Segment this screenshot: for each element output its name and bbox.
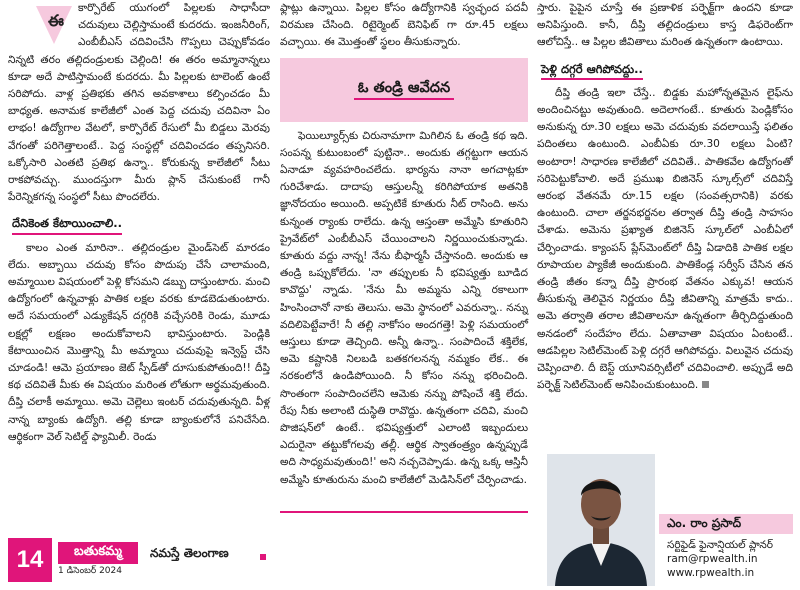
author-email: ram@rpwealth.in <box>667 553 758 565</box>
intro-paragraph: కార్పొరేట్ యుగంలో పిల్లలకు సాధాసీదా చదువులు చెల్లిస్తామంటే కుదరదు. ఇంజనీరింగ్, ఎంబీబీఎస్ చదివించేసి గొప్పలు చెప్పుకోవడం నిన్నటి తరం తల్లిదండ్రులకు చెల్లింది! ఈ తరం అమ్మానాన్నలు కూడా అదే పాటిస్తామంటే కుదరదు. మీ పిల్లలకు టాలెంట్ ఉంటే సరిపోదు. వాళ్ల ప్రతిభకు తగిన అవకాశాలు కల్పించడం మీ బాధ్యత. అనామక కాలేజీలో ఎంత పెద్ద చదువు చదివినా ఏం లాభం! ఉద్యోగాల వేటలో, కార్పొరేట్ రేసులో మీ బిడ్డలు మెరవు వేగంతో పరిగెత్తాలంటే.. పెద్ద సంస్థల్లో చదివించడం తప్పనిసరి. ఒక్కోసారి ఎంతటి ప్రతిభ ఉన్నా.. కోరుకున్న కాలేజీలో సీటు రాకపోవచ్చు. ముందస్తుగా మీరు ప్లాన్ చేసుకుంటే గానీ పేరెన్నికగన్న సంస్థలో సీటు పొందలేరు. <box>8 2 270 204</box>
sidebar-box-title: ఓ తండ్రి ఆవేదన <box>354 80 454 100</box>
marriage-paragraph <box>537 85 793 410</box>
article-column-3 <box>537 0 793 410</box>
end-mark <box>702 381 709 388</box>
author-portrait-icon <box>547 454 655 586</box>
author-info <box>667 538 797 580</box>
author-website: www.rpwealth.in <box>667 567 755 579</box>
section-heading-allocation: దేనికెంత కేటాయించాలి.. <box>12 215 122 232</box>
article-column-1 <box>8 0 270 446</box>
author-photo <box>547 454 655 586</box>
article-column-2 <box>280 0 528 513</box>
sidebar-box-header <box>280 58 528 122</box>
sidebar-box-text: ఫెయిల్యూర్స్‌కు చిరునామాగా మిగిలిన ఓ తండ్రి కథ ఇది. సంపన్న కుటుంబంలో పుట్టినా.. అందుకు తగ్గట్టుగా ఆయన ఏనాడూ వ్యవహరించలేదు. భార్యను నానా అగచాట్లకూ గురిచేశాడు. దాదాపు ఆస్తులన్నీ కరిగిపోయాక అతనికి జ్ఞానోదయం అయింది. అప్పటికే కూతురు నీట్ రాసింది. అను కున్నంత ర్యాంకు రాలేదు. ఉన్న ఆస్తంతా అమ్మేసి కూతురిని ప్రైవేట్‌లో ఎంబీబీఎస్ చేయించాలని నిర్ణయించుకున్నాడు. కూతురు వద్దు నాన్న! నేను బీఫార్మసీ చేస్తానంది. అందుకు ఆ తండ్రి ఒప్పుకోలేదు. 'నా తప్పులకు నీ భవిష్యత్తు బూడిద కావొద్దు' న్నాడు. 'నేను మీ అమ్మను ఎన్ని రకాలుగా హింసించానో నాకు తెలుసు. అమె స్థానంలో ఎవరున్నా.. నన్ను వదిలిపెట్టేవారే! నీ తల్లి నాకోసం అందగత్తె! పెళ్లి సమయంలో ఆస్తులు కూడా తెచ్చింది. అన్నీ ఉన్నా.. సంపాదించే శక్తిలేక, అమె కష్టానికి నిలబడి బతకగలనన్న నమ్మకం లేక.. ఈ నరకంలోనే ఉండిపోయింది. నీ కోసం నన్ను భరించింది. సొంతంగా సంపాదించలేని ఆమెకు నన్ను పోషించే శక్తి లేదు. రేపు నీకు అలాంటి దుస్థితి రావొద్దు. ఉన్నతంగా చదివి, మంచి పొజిషన్‌లో ఉంటే.. భవిష్యత్తులో ఎలాంటి ఇబ్బందులు ఎదురైనా తట్టుకోగలవు తల్లీ. ఆర్థిక స్వాతంత్ర్యం ఉన్నప్పుడే అది సాధ్యమవుతుంది!' అని నచ్చచెప్పాడు. ఉన్న ఒక్క ఆస్తినీ అమ్మేసి కూతురును మంచి కాలేజీలో మెడిసిన్‌లో చేర్పించాడు. <box>280 129 528 486</box>
column3-continuation: స్తారు. పైపైన చూస్తే ఈ ప్రణాళిక పర్ఫెక్ట్‌గా ఉందని కూడా అనిపిస్తుంది. కానీ, దీప్తి తల్లిదండ్రులు కాస్త డిఫరెంట్‌గా ఆలోచిస్తే.. ఆ పిల్లల జీవితాలు మరింత ఉన్నతంగా ఉంటాయి. <box>537 2 793 49</box>
page-footer <box>8 536 266 584</box>
section-heading-marriage: పెళ్లి దగ్గరే ఆగిపోవద్దు.. <box>541 61 643 78</box>
page-number: 14 <box>8 538 52 582</box>
allocation-paragraph: కాలం ఎంత మారినా.. తల్లిదండ్రుల మైండ్‌సెట్ మారడం లేదు. అబ్బాయి చదువు కోసం పొదుపు చేసే చాలామంది, అమ్మాయిల విషయంలో పెళ్లి కోసమని డబ్బు దాస్తుంటారు. మంచి ఉద్యోగంలో ఉన్నవాళ్లు పాతిక లక్షల వరకు కూడబెడుతుంటారు. అదే సమయంలో ఎడ్యుకేషన్ దగ్గరికి వచ్చేసరికి రెండు, మూడు లక్షల్లో లక్షణం అందుకోవాలని భావిస్తుంటారు. పెండ్లికి కేటాయించిన మొత్తాన్ని మీ అమ్మాయి చదువుపై ఇన్వెస్ట్ చేసి చూడండి! ఆమె ప్రయాణం జెట్ స్పీడ్‌తో దూసుకుపోతుంది!! దీప్తి కథ చదివితే మీకు ఈ విషయం మరింత లోతుగా అర్థమవుతుంది. దీప్తి చలాకీ అమ్మాయి. అమె చెల్లెలు ఇంటర్ చదువుతున్నది. వీళ్ల నాన్న బ్యాంకు ఉద్యోగి. తల్లి కూడా బ్యాంకులోనే పనిచేసేది. ఆర్థికంగా వెల్ సెటిల్డ్ ఫ్యామిలీ. రెండు <box>8 241 270 443</box>
author-block <box>547 454 793 586</box>
issue-date: 1 డిసెంబర్ 2024 <box>58 566 122 576</box>
box-bottom-rule <box>280 511 528 513</box>
section-brand: బతుకమ్మ <box>58 542 138 564</box>
author-role: సర్టిఫైడ్ ఫైనాన్షియల్ ప్లానర్ <box>667 539 773 551</box>
author-name: ఎం. రాం ప్రసాద్ <box>659 514 793 534</box>
dropcap-letter: ఈ <box>48 11 64 30</box>
marriage-paragraph-text: దీప్తి తండ్రి ఇలా చేస్తే.. బిడ్డకు మహోన్నతమైన లైఫ్‌ను అందించినట్టు అవుతుంది. అదెలాగంటే.. కూతురు పెండ్లికోసం అనుకున్న రూ.30 లక్షలు అమె చదువుకు వదలాయిస్తే ఫలితం పదింతలు ఉంటుంది. ఎంబీఏకు రూ.30 లక్షలు ఏంటి? అంటారా! సాధారణ కాలేజీలో చదివితే.. పాతికవేల ఉద్యోగంతో సరిపెట్టుకోవాలి. అదే ప్రముఖ బిజినెస్ స్కూల్స్‌లో చదివిస్తే ఆరంభ వేతనమే రూ.15 లక్షల (సంవత్సరానికి) వరకు ఉంటుంది. చాలా తర్జనభర్జనల తర్వాత దీప్తి తండ్రి సాహసం చేశాడు. అమెను ప్రఖ్యాత బిజినెస్ స్కూల్‌లో ఎంబీఏలో చేర్పించాడు. క్యాంపస్ ప్లేస్‌మెంట్‌లో దీప్తి ఏడాదికి పాతిక లక్షల రూపాయల ప్యాకేజీ అందుకుంది. పాతికేండ్ల సర్వీస్ చేసిన తన తండ్రి జీతం కన్నా దీప్తి ప్రారంభ వేతనం ఎక్కువ! ఆయన తీసుకున్న తెలివైన నిర్ణయం దీప్తి జీవితాన్ని మాత్రమే కాదు.. అమె తర్వాతి తరాల జీవితాలనూ ఉన్నతంగా తీర్చిదిద్దుతుంది అనడంలో సందేహం లేదు. ఏతావాతా విషయం ఏంటంటే.. ఆడపిల్లల సెటిల్‌మెంట్ పెళ్లి దగ్గరే ఆగిపోవద్దు. విలువైన చదువు చెప్పించాలి. దీ బెస్ట్ యూనివర్సిటీలో చదివించాలి. అప్పుడే అది పర్ఫెక్ట్ సెటిల్‌మెంట్ అనిపించుకుంటుంది. <box>537 86 793 392</box>
dropcap <box>36 4 72 44</box>
footer-square-mark <box>260 554 266 560</box>
column2-continuation: ఫ్లాట్లు ఉన్నాయి. పిల్లల కోసం ఉద్యోగానికి స్వచ్ఛంద పదవీ విరమణ చేసింది. రిటైర్మెంట్ బెనిఫిట్ గా రూ.45 లక్షలు వచ్చాయి. ఈ మొత్తంతో స్థలం తీసుకున్నారు. <box>280 2 528 49</box>
newspaper-name: నమస్తే తెలంగాణ <box>150 546 229 560</box>
